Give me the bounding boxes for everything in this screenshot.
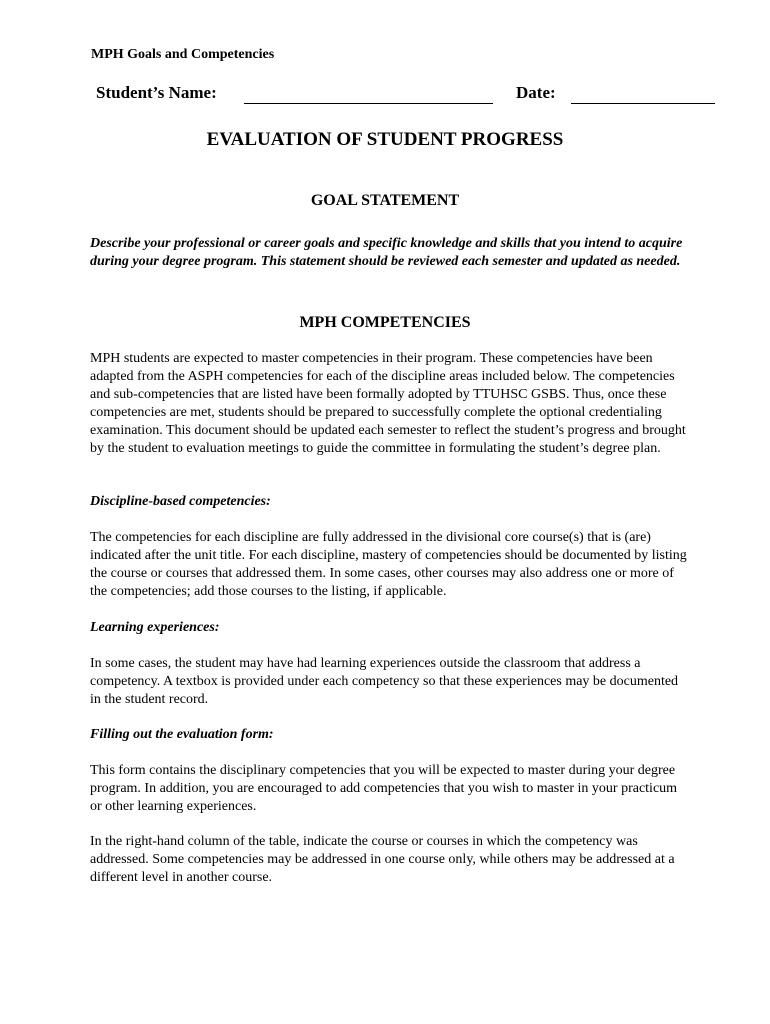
learning-experiences-heading: Learning experiences: — [90, 620, 220, 635]
goal-statement-heading: GOAL STATEMENT — [310, 192, 460, 209]
discipline-based-text: The competencies for each discipline are fully addressed in the divisional core course(s) that is (are) indicated after the unit title. For each discipline, mastery of competencies should be documented by listing the course or courses that addressed them. In some cases, other courses may also address one or more of the competencies; add those courses to the listing, if applicable. — [90, 530, 687, 599]
student-name-blank[interactable] — [244, 103, 493, 104]
competencies-intro: MPH students are expected to master competencies in their program. These competencies have been adapted from the ASPH competencies for each of the discipline areas included below. The competencies and sub-competencies that are listed have been formally adopted by TTUHSC GSBS. Thus, once these competencies are met, students should be prepared to successfully complete the optional credentialing examination. This document should be updated each semester to reflect the student’s progress and brought by the student to evaluation meetings to guide the committee in formulating the student’s degree plan. — [90, 351, 686, 456]
filling-out-form-text-1: This form contains the disciplinary competencies that you will be expected to master during your degree program. In addition, you are encouraged to add competencies that you wish to master in your practicum or other learning experiences. — [90, 763, 678, 814]
page-title: EVALUATION OF STUDENT PROGRESS — [206, 129, 564, 150]
student-name-label: Student’s Name: — [96, 83, 217, 102]
goal-statement-instructions: Describe your professional or career goals and specific knowledge and skills that you intend to acquire during your degree program. This statement should be reviewed each semester and updated as needed. — [90, 236, 683, 269]
date-label: Date: — [516, 83, 556, 102]
filling-out-form-heading: Filling out the evaluation form: — [90, 727, 274, 742]
document-header: MPH Goals and Competencies — [91, 47, 275, 62]
discipline-based-heading: Discipline-based competencies: — [90, 494, 271, 509]
filling-out-form-text-2: In the right-hand column of the table, indicate the course or courses in which the competency was addressed. Some competencies may be addressed in one course only, while others may be addressed at a different level in another course. — [90, 834, 675, 885]
learning-experiences-text: In some cases, the student may have had learning experiences outside the classroom that address a competency. A textbox is provided under each competency so that these experiences may be documented in the student record. — [90, 656, 679, 707]
date-blank[interactable] — [571, 103, 715, 104]
student-info-row — [96, 83, 726, 107]
mph-competencies-heading: MPH COMPETENCIES — [299, 314, 471, 331]
